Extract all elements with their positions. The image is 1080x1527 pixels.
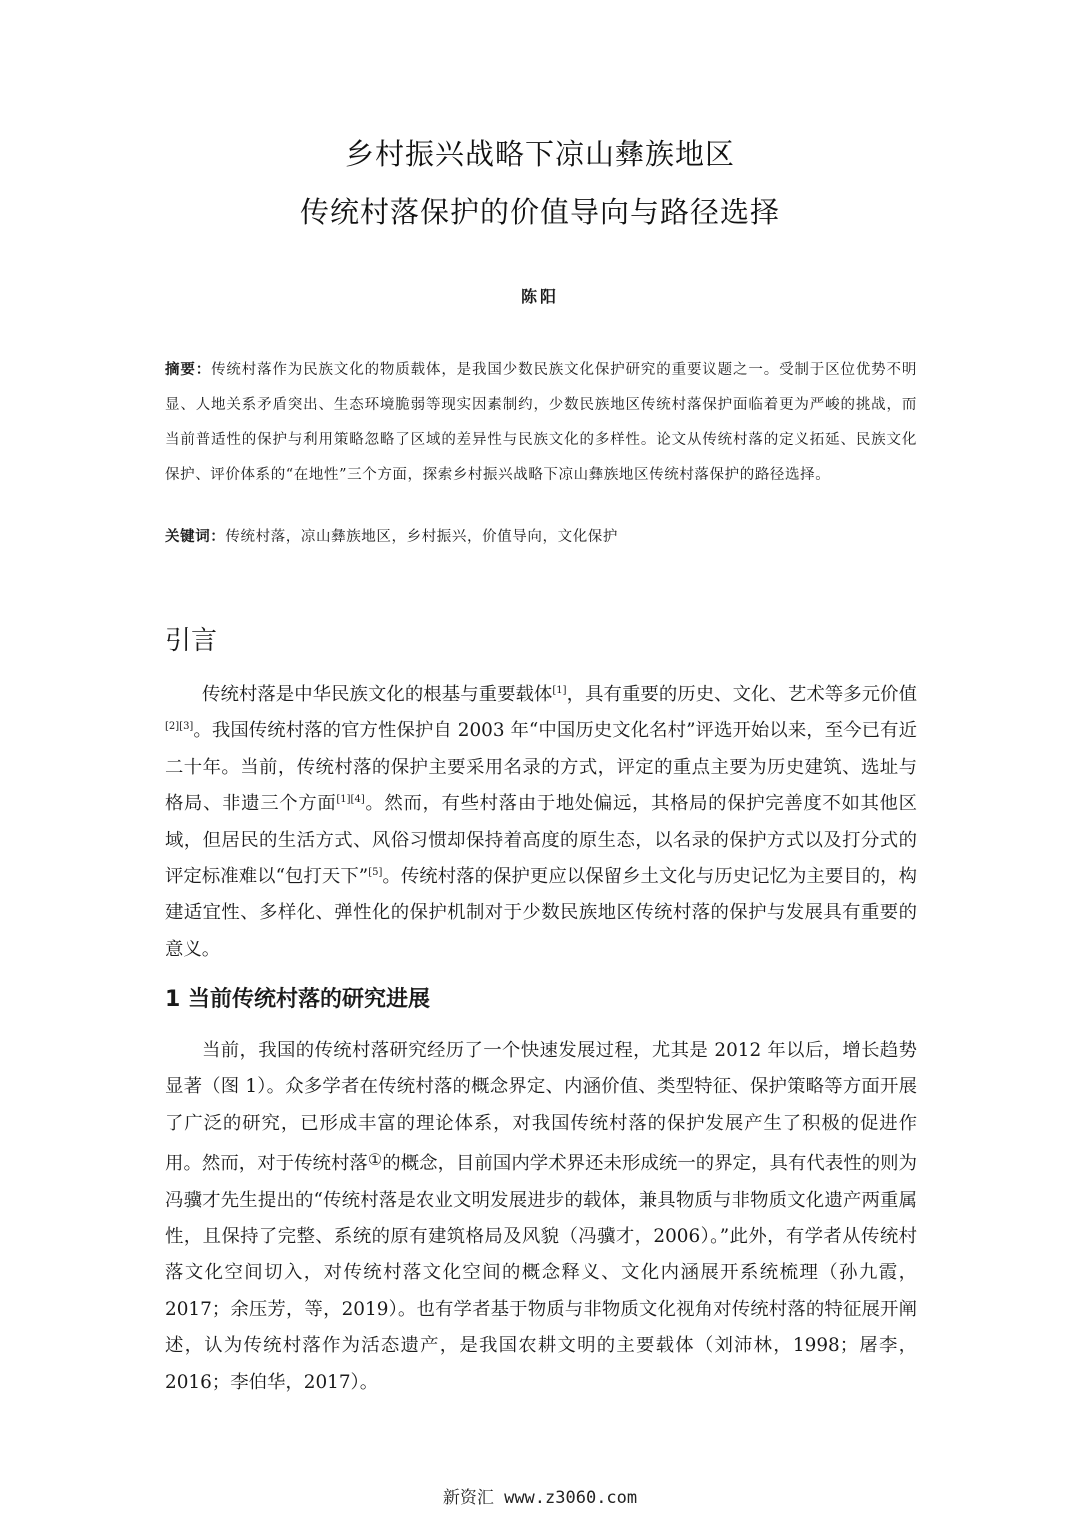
citation-ref: [5] bbox=[368, 867, 383, 879]
section-1-heading: 1 当前传统村落的研究进展 bbox=[165, 987, 430, 1012]
keywords-text: 传统村落，凉山彝族地区，乡村振兴，价值导向，文化保护 bbox=[225, 529, 619, 545]
citation-ref: [1][4] bbox=[336, 794, 365, 806]
intro-text-e: 。传统村落的保护更应以保留乡土文化与历史记忆为主要目的，构建适宜性、多样化、弹性化的保护机制对于少数民族地区传统村落的保护与发展具有重要的意义。 bbox=[165, 866, 917, 960]
abstract bbox=[165, 352, 917, 493]
section-1-text-b: 的概念，目前国内学术界还未形成统一的界定，具有代表性的则为冯骥才先生提出的“传统村落是农业文明发展进步的载体，兼具物质与非物质文化遗产两重属性，且保持了完整、系统的原有建筑格局及风貌（冯骥才，2006）。”此外，有学者从传统村落文化空间切入，对传统村落文化空间的概念释义、文化内涵展开系统梳理（孙九霞，2017；余压芳，等，2019）。也有学者基于物质与非物质文化视角对传统村落的特征展开阐述，认为传统村落作为活态遗产，是我国农耕文明的主要载体（刘沛林，1998；屠李，2016；李伯华，2017）。 bbox=[165, 1153, 917, 1393]
abstract-label: 摘要： bbox=[165, 361, 212, 378]
intro-text-d: 。然而，有些村落由于地处偏远，其格局的保护完善度不如其他区域，但居民的生活方式、风俗习惯却保持着高度的原生态，以名录的保护方式以及打分式的评定标准难以“包打天下” bbox=[165, 793, 917, 888]
citation-ref: [2][3] bbox=[165, 721, 194, 733]
paper-title-line-2: 传统村落保护的价值导向与路径选择 bbox=[299, 195, 780, 229]
keywords bbox=[165, 519, 917, 555]
section-1-text-a: 当前，我国的传统村落研究经历了一个快速发展过程，尤其是 2012 年以后，增长趋势显著（图 1）。众多学者在传统村落的概念界定、内涵价值、类型特征、保护策略等方面开展了广泛的研究，已形成丰富的理论体系，对我国传统村落的保护发展产生了积极的促进作用。然而，对于传统村落 bbox=[165, 1040, 917, 1175]
footer-watermark: 新资汇 www.z3060.com bbox=[442, 1488, 638, 1508]
keywords-label: 关键词： bbox=[165, 528, 226, 545]
paper-title-line-1: 乡村振兴战略下凉山彝族地区 bbox=[344, 137, 735, 171]
citation-ref: [1] bbox=[552, 685, 567, 696]
intro-paragraph bbox=[165, 677, 917, 968]
intro-text-c: 。我国传统村落的官方性保护自 2003 年“中国历史文化名村”评选开始以来，至今已有近二十年。当前，传统村落的保护主要采用名录的方式，评定的重点主要为历史建筑、选址与格局、非遗三个方面 bbox=[165, 720, 917, 815]
abstract-text: 传统村落作为民族文化的物质载体，是我国少数民族文化保护研究的重要议题之一。受制于区位优势不明显、人地关系矛盾突出、生态环境脆弱等现实因素制约，少数民族地区传统村落保护面临着更为严峻的挑战，而当前普适性的保护与利用策略忽略了区域的差异性与民族文化的多样性。论文从传统村落的定义拓延、民族文化保护、评价体系的“在地性”三个方面，探索乡村振兴战略下凉山彝族地区传统村落保护的路径选择。 bbox=[165, 362, 917, 483]
footnote-mark: ① bbox=[367, 1150, 383, 1170]
intro-text-a: 传统村落是中华民族文化的根基与重要载体 bbox=[202, 684, 553, 705]
intro-text-b: ，具有重要的历史、文化、艺术等多元价值 bbox=[566, 684, 917, 705]
section-1-paragraph bbox=[165, 1033, 917, 1401]
intro-heading: 引言 bbox=[165, 626, 218, 656]
author-name: 陈阳 bbox=[520, 287, 559, 306]
